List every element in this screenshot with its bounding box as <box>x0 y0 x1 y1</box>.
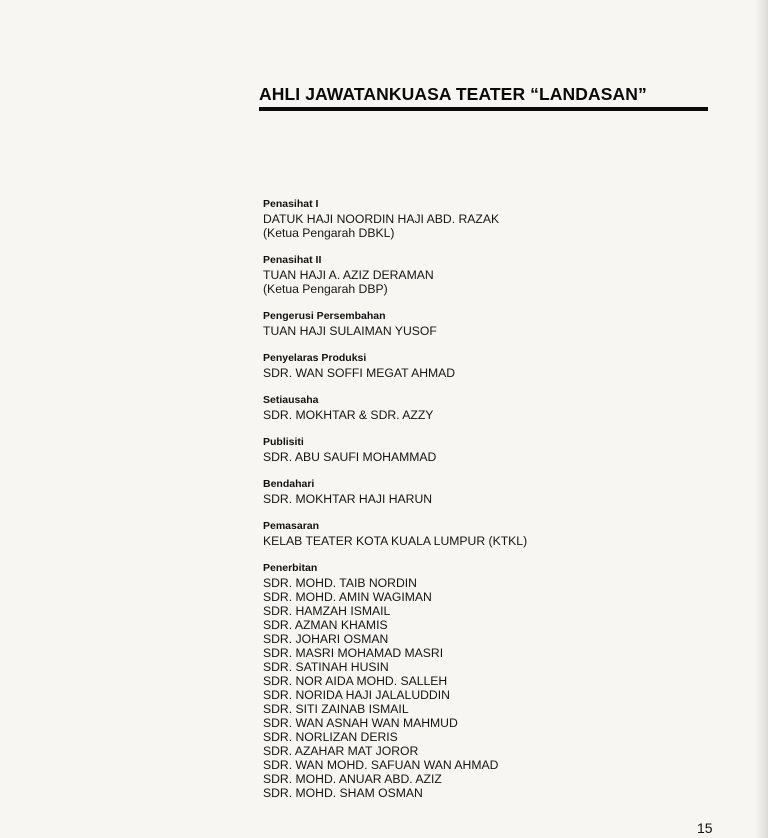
member-note: (Ketua Pengarah DBKL) <box>263 226 395 240</box>
section-penyelaras-produksi <box>263 352 683 380</box>
list-item: SDR. MOHD. TAIB NORDIN <box>263 576 417 590</box>
list-item: SDR. JOHARI OSMAN <box>263 632 389 646</box>
list-item: SDR. MOHD. ANUAR ABD. AZIZ <box>263 772 442 786</box>
list-item: SDR. SATINAH HUSIN <box>263 660 389 674</box>
member-name: KELAB TEATER KOTA KUALA LUMPUR (KTKL) <box>263 534 528 548</box>
member-note: (Ketua Pengarah DBP) <box>263 282 388 296</box>
title-block <box>259 84 709 111</box>
list-item: SDR. MOHD. AMIN WAGIMAN <box>263 590 432 604</box>
role-label: Setiausaha <box>263 394 319 406</box>
list-item: SDR. HAMZAH ISMAIL <box>263 604 391 618</box>
role-label: Pemasaran <box>263 520 320 532</box>
member-name: SDR. ABU SAUFI MOHAMMAD <box>263 450 437 464</box>
member-name: SDR. WAN SOFFI MEGAT AHMAD <box>263 366 456 380</box>
list-item: SDR. MASRI MOHAMAD MASRI <box>263 646 444 660</box>
member-name: SDR. MOKHTAR HAJI HARUN <box>263 492 433 506</box>
page-number: 15 <box>697 820 713 836</box>
member-name: SDR. MOKHTAR & SDR. AZZY <box>263 408 434 422</box>
role-label: Penyelaras Produksi <box>263 352 367 364</box>
list-item: SDR. NOR AIDA MOHD. SALLEH <box>263 674 448 688</box>
role-label: Pengerusi Persembahan <box>263 310 386 322</box>
section-pemasaran <box>263 520 683 548</box>
member-name: TUAN HAJI A. AZIZ DERAMAN <box>263 268 434 282</box>
role-label: Publisiti <box>263 436 304 448</box>
title-underline <box>259 107 708 111</box>
section-pengerusi-persembahan <box>263 310 683 338</box>
role-label: Penerbitan <box>263 562 318 574</box>
list-item: SDR. AZMAN KHAMIS <box>263 618 388 632</box>
section-bendahari <box>263 478 683 506</box>
list-item: SDR. NORLIZAN DERIS <box>263 730 398 744</box>
page-edge-shadow <box>754 0 768 838</box>
section-penerbitan <box>263 562 683 800</box>
role-label: Bendahari <box>263 478 315 490</box>
list-item: SDR. WAN ASNAH WAN MAHMUD <box>263 716 458 730</box>
section-setiausaha <box>263 394 683 422</box>
page-title: AHLI JAWATANKUASA TEATER “LANDASAN” <box>259 84 647 104</box>
member-name: DATUK HAJI NOORDIN HAJI ABD. RAZAK <box>263 212 500 226</box>
list-item: SDR. WAN MOHD. SAFUAN WAN AHMAD <box>263 758 499 772</box>
role-label: Penasihat II <box>263 254 322 266</box>
member-name: TUAN HAJI SULAIMAN YUSOF <box>263 324 437 338</box>
list-item: SDR. NORIDA HAJI JALALUDDIN <box>263 688 450 702</box>
penerbitan-members <box>263 576 683 800</box>
section-penasihat-i <box>263 198 683 240</box>
section-penasihat-ii <box>263 254 683 296</box>
list-item: SDR. MOHD. SHAM OSMAN <box>263 786 423 800</box>
committee-list <box>263 198 683 814</box>
list-item: SDR. SITI ZAINAB ISMAIL <box>263 702 409 716</box>
section-publisiti <box>263 436 683 464</box>
list-item: SDR. AZAHAR MAT JOROR <box>263 744 419 758</box>
role-label: Penasihat I <box>263 198 319 210</box>
